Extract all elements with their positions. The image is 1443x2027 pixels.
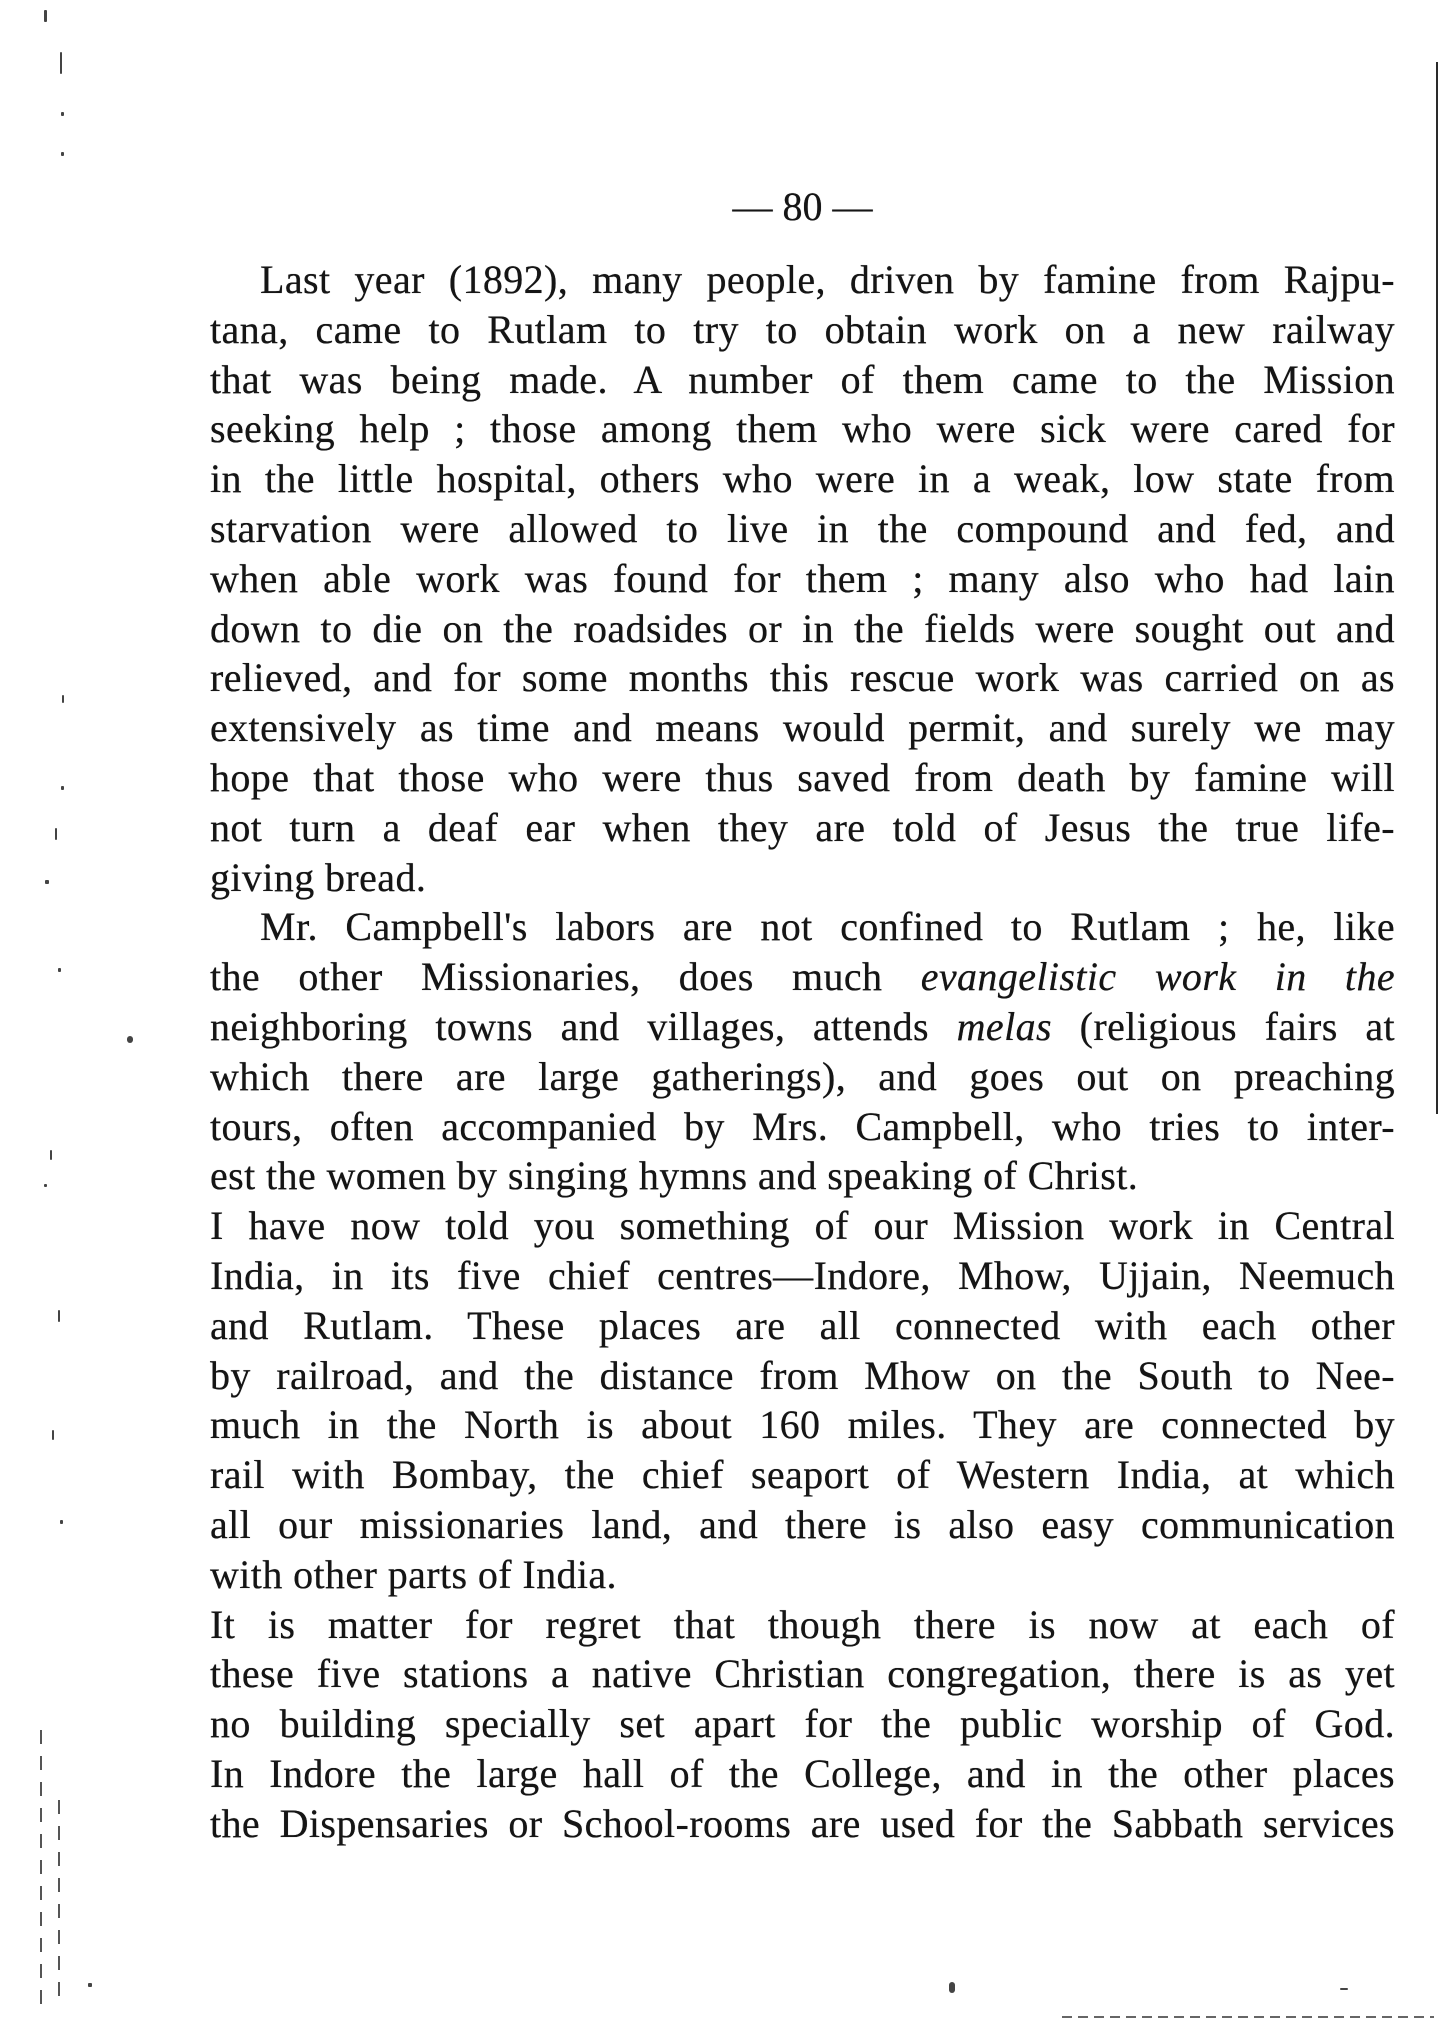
text-segment: Last year (1892), many people, driven by famine from Rajpu- — [260, 257, 1395, 302]
text-line — [210, 1151, 1395, 1201]
text-segment: (religious fairs at — [1051, 1003, 1395, 1049]
text-segment: relieved, and for some months this rescue work was carried on as — [210, 655, 1395, 701]
text-line — [210, 1251, 1395, 1301]
text-line — [210, 1450, 1395, 1500]
text-segment: seeking help ; those among them who were sick were cared for — [210, 406, 1395, 452]
text-segment: extensively as time and means would permit, and surely we may — [210, 705, 1395, 751]
scan-edge-mark — [1062, 2016, 1434, 2018]
text-line — [210, 1351, 1395, 1401]
scan-speck — [88, 1983, 92, 1987]
scan-speck — [55, 828, 57, 840]
text-segment: with other parts of India. — [210, 1551, 617, 1597]
paragraph — [210, 1201, 1395, 1599]
text-segment: I have now told you something of our Mission work in Central — [210, 1203, 1395, 1249]
text-segment: rail with Bombay, the chief seaport of Western India, at which — [210, 1452, 1395, 1498]
text-line — [210, 1102, 1395, 1152]
text-segment: India, in its five chief centres—Indore, Mhow, Ujjain, Neemuch — [210, 1252, 1395, 1298]
text-line — [210, 1699, 1395, 1749]
scan-speck — [60, 52, 62, 74]
scan-speck — [60, 1520, 63, 1524]
text-line — [210, 1002, 1395, 1052]
scan-speck — [52, 1430, 54, 1440]
text-line — [210, 554, 1395, 604]
text-line — [210, 1201, 1395, 1251]
text-segment: tours, often accompanied by Mrs. Campbell, who tries to inter- — [210, 1103, 1395, 1149]
text-line — [210, 952, 1395, 1002]
text-segment: when able work was found for them ; many also who had lain — [210, 555, 1395, 601]
text-segment: neighboring towns and villages, attends — [210, 1003, 957, 1049]
paragraph — [210, 1600, 1395, 1849]
text-line — [210, 902, 1395, 952]
text-segment: all our missionaries land, and there is also easy communication — [210, 1501, 1395, 1547]
text-line — [210, 355, 1395, 405]
text-segment: much in the North is about 160 miles. They are connected by — [210, 1402, 1395, 1448]
text-line — [210, 653, 1395, 703]
scan-speck — [1340, 1988, 1348, 1990]
text-segment: in the little hospital, others who were in a weak, low state from — [210, 456, 1395, 502]
italic-text: melas — [956, 1003, 1052, 1049]
text-column — [210, 255, 1395, 1849]
scan-speck — [44, 10, 47, 22]
scan-edge-mark — [40, 1730, 42, 2015]
scan-speck — [50, 1150, 52, 1160]
scan-speck — [949, 1982, 955, 1993]
text-line — [210, 1749, 1395, 1799]
text-segment: giving bread. — [210, 854, 427, 900]
text-segment: est the women by singing hymns and speaking of Christ. — [210, 1153, 1139, 1199]
text-line — [210, 703, 1395, 753]
scan-speck — [61, 112, 64, 116]
text-line — [210, 454, 1395, 504]
scan-edge-line — [1436, 62, 1438, 1114]
text-line — [210, 1400, 1395, 1450]
text-line — [210, 604, 1395, 654]
text-segment: the Dispensaries or School-rooms are used for the Sabbath services — [210, 1800, 1395, 1846]
text-line — [210, 1799, 1395, 1849]
paragraph — [210, 902, 1395, 1201]
text-line — [210, 255, 1395, 305]
text-line — [210, 1301, 1395, 1351]
scan-speck — [61, 152, 64, 156]
text-segment: not turn a deaf ear when they are told of Jesus the true life- — [210, 804, 1395, 850]
text-segment: hope that those who were thus saved from death by famine will — [210, 754, 1395, 800]
text-line — [210, 753, 1395, 803]
page-number: — 80 — — [732, 184, 873, 229]
text-line — [210, 1500, 1395, 1550]
text-line — [210, 803, 1395, 853]
text-segment: tana, came to Rutlam to try to obtain work on a new railway — [210, 306, 1395, 352]
text-segment: the other Missionaries, does much — [210, 954, 921, 1000]
text-segment: which there are large gatherings), and goes out on preaching — [210, 1053, 1395, 1099]
text-segment: It is matter for regret that though there is now at each of — [210, 1601, 1395, 1647]
text-line — [210, 305, 1395, 355]
text-line — [210, 1052, 1395, 1102]
text-line — [210, 404, 1395, 454]
text-segment: starvation were allowed to live in the compound and fed, and — [210, 505, 1395, 551]
scan-speck — [58, 1310, 60, 1322]
scan-speck — [44, 1184, 47, 1187]
text-line — [210, 504, 1395, 554]
paragraph — [210, 255, 1395, 902]
text-line — [210, 1649, 1395, 1699]
text-segment: that was being made. A number of them came to the Mission — [210, 356, 1395, 402]
scan-edge-mark — [58, 1800, 60, 2000]
text-line — [210, 1600, 1395, 1650]
text-segment: no building specially set apart for the public worship of God. — [210, 1701, 1395, 1747]
text-line — [210, 1550, 1395, 1600]
text-segment: by railroad, and the distance from Mhow on the South to Nee- — [210, 1352, 1395, 1398]
scan-speck — [127, 1036, 133, 1043]
scan-speck — [45, 880, 49, 884]
scan-speck — [58, 968, 61, 972]
text-segment: Mr. Campbell's labors are not confined to Rutlam ; he, like — [260, 904, 1395, 950]
italic-text: evangelistic work in the — [920, 954, 1395, 1000]
text-segment: these five stations a native Christian congregation, there is as yet — [210, 1651, 1395, 1697]
text-segment: and Rutlam. These places are all connected with each other — [210, 1302, 1395, 1348]
scan-speck — [61, 786, 64, 790]
text-line — [210, 853, 1395, 903]
text-segment: down to die on the roadsides or in the fields were sought out and — [210, 605, 1395, 651]
text-segment: In Indore the large hall of the College, and in the other places — [210, 1750, 1395, 1796]
scan-speck — [62, 695, 64, 703]
